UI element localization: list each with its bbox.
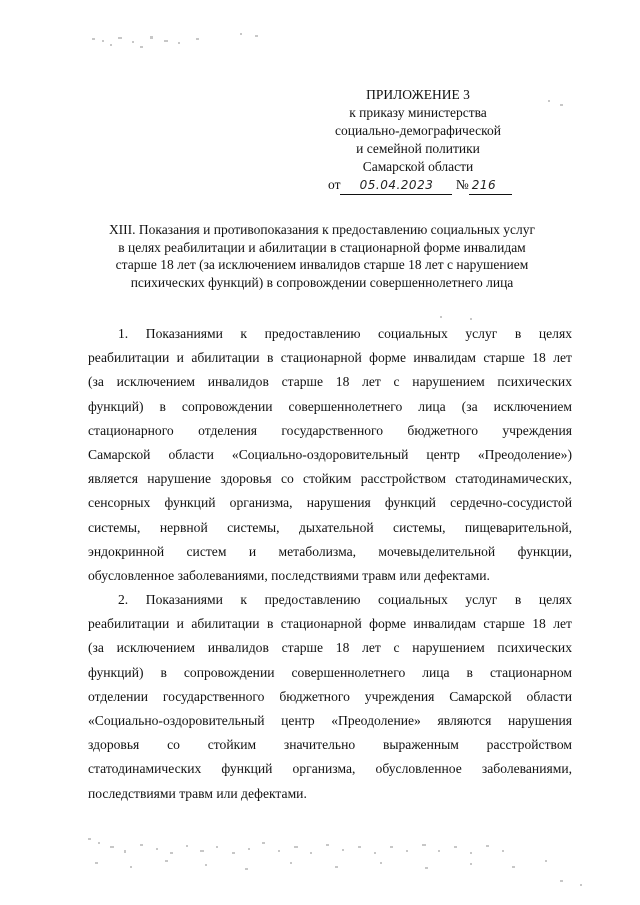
paragraph-line: функций) в сопровождении совершеннолетнего лица в стационарном — [88, 664, 572, 680]
paragraph-line: функций) в сопровождении совершеннолетнего лица (за исключением — [88, 398, 572, 414]
paragraph-line: здоровья со стойким значительно выраженным расстройством — [88, 737, 572, 753]
order-number: 216 — [469, 176, 512, 195]
appendix-line: Самарской области — [362, 159, 474, 174]
document-body — [88, 322, 572, 806]
paragraph-line: «Социально-оздоровительный центр «Преодоление» являются нарушения — [88, 713, 572, 728]
appendix-line: социально-демографической — [334, 123, 502, 138]
appendix-header — [300, 86, 536, 195]
paragraph-line: является нарушение здоровья со стойким расстройством статодинамических, — [88, 471, 572, 487]
order-reference — [300, 176, 536, 195]
appendix-title: ПРИЛОЖЕНИЕ 3 — [366, 87, 470, 102]
order-number-sign: № — [455, 177, 469, 192]
section-heading-line: психических функций) в сопровождении совершеннолетнего лица — [130, 274, 514, 290]
paragraph-line: 2. Показаниями к предоставлению социальных услуг в целях — [118, 592, 572, 608]
paragraph-line: статодинамических функций организма, обусловленное заболеваниями, — [88, 761, 572, 777]
appendix-line: к приказу министерства — [349, 105, 487, 120]
paragraph-line: отделении государственного бюджетного учреждения Самарской области — [88, 688, 572, 704]
appendix-line: и семейной политики — [356, 141, 480, 156]
paragraph-line: последствиями травм или дефектами. — [88, 785, 307, 801]
section-heading-line: XIII. Показания и противопоказания к предоставлению социальных услуг — [108, 222, 536, 237]
paragraph-line: реабилитации и абилитации в стационарной форме инвалидам старше 18 лет — [88, 350, 572, 366]
paragraph-line: Самарской области «Социально-оздоровительный центр «Преодоление») — [88, 446, 572, 462]
order-date: 05.04.2023 — [340, 176, 452, 195]
paragraph-line: эндокринной систем и метаболизма, мочевыделительной функции, — [88, 543, 572, 559]
paragraph-line: стационарного отделения государственного бюджетного учреждения — [88, 422, 572, 438]
order-prefix: от — [328, 177, 341, 192]
section-heading-line: старше 18 лет (за исключением инвалидов старше 18 лет с нарушением — [115, 257, 529, 272]
paragraph-line: (за исключением инвалидов старше 18 лет с нарушением психических — [88, 640, 572, 656]
paragraph-line: (за исключением инвалидов старше 18 лет с нарушением психических — [88, 374, 572, 390]
paragraph-2 — [88, 588, 572, 806]
paragraph-line: 1. Показаниями к предоставлению социальных услуг в целях — [118, 326, 572, 341]
section-heading-line: в целях реабилитации и абилитации в стационарной форме инвалидам — [118, 239, 526, 255]
section-heading — [64, 221, 580, 291]
paragraph-1 — [88, 322, 572, 588]
paragraph-line: системы, нервной системы, дыхательной системы, пищеварительной, — [88, 519, 572, 535]
paragraph-line: реабилитации и абилитации в стационарной форме инвалидам старше 18 лет — [88, 616, 572, 632]
paragraph-line: обусловленное заболеваниями, последствиями травм или дефектами. — [88, 567, 490, 583]
paragraph-line: сенсорных функций организма, нарушения функций сердечно-сосудистой — [88, 495, 572, 511]
